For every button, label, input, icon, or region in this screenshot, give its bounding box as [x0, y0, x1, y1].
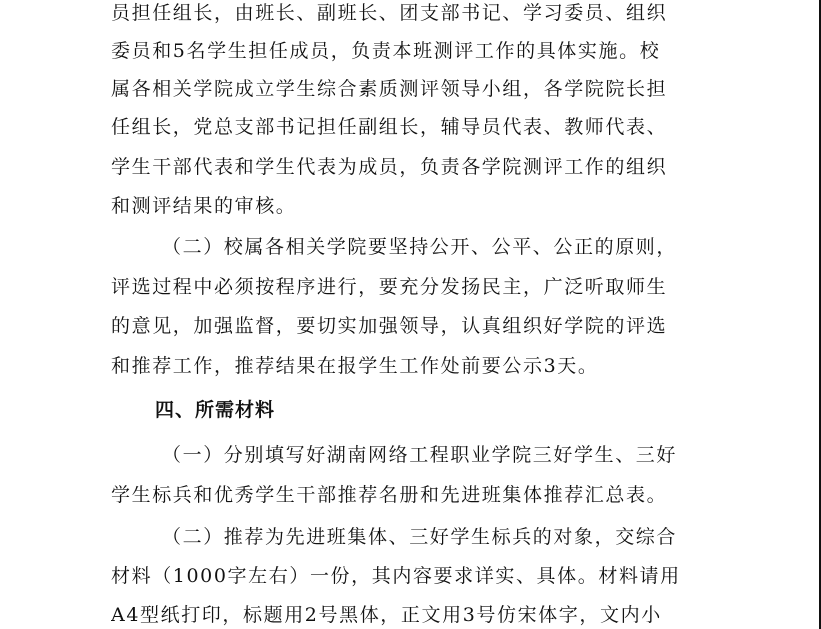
paragraph-4-line-3: A4型纸打印，标题用2号黑体，正文用3号仿宋体字，文内小	[111, 604, 662, 626]
paragraph-1-line-6: 和测评结果的审核。	[111, 195, 297, 217]
paragraph-1-line-5: 学生干部代表和学生代表为成员，负责各学院测评工作的组织	[111, 156, 668, 178]
section-heading: 四、所需材料	[155, 399, 276, 421]
paragraph-2-line-3: 的意见，加强监督，要切实加强领导，认真组织好学院的评选	[111, 315, 668, 337]
paragraph-3-line-2: 学生标兵和优秀学生干部推荐名册和先进班集体推荐汇总表。	[111, 484, 668, 506]
paragraph-4-line-1: （二）推荐为先进班集体、三好学生标兵的对象，交综合	[162, 526, 678, 548]
paragraph-1-line-4: 任组长，党总支部书记担任副组长，辅导员代表、教师代表、	[111, 116, 668, 138]
paragraph-1-line-1: 员担任组长，由班长、副班长、团支部书记、学习委员、组织	[111, 2, 668, 24]
paragraph-2-line-1: （二）校属各相关学院要坚持公开、公平、公正的原则，	[162, 236, 678, 258]
paragraph-2-line-4: 和推荐工作，推荐结果在报学生工作处前要公示3天。	[111, 355, 599, 377]
paragraph-4-line-2: 材料（1000字左右）一份，其内容要求详实、具体。材料请用	[111, 565, 681, 587]
paragraph-3-line-1: （一）分别填写好湖南网络工程职业学院三好学生、三好	[162, 444, 678, 466]
paragraph-1-line-3: 属各相关学院成立学生综合素质测评领导小组，各学院院长担	[111, 78, 668, 100]
paragraph-1-line-2: 委员和5名学生担任成员，负责本班测评工作的具体实施。校	[111, 40, 661, 62]
paragraph-2-line-2: 评选过程中必须按程序进行，要充分发扬民主，广泛听取师生	[111, 276, 668, 298]
